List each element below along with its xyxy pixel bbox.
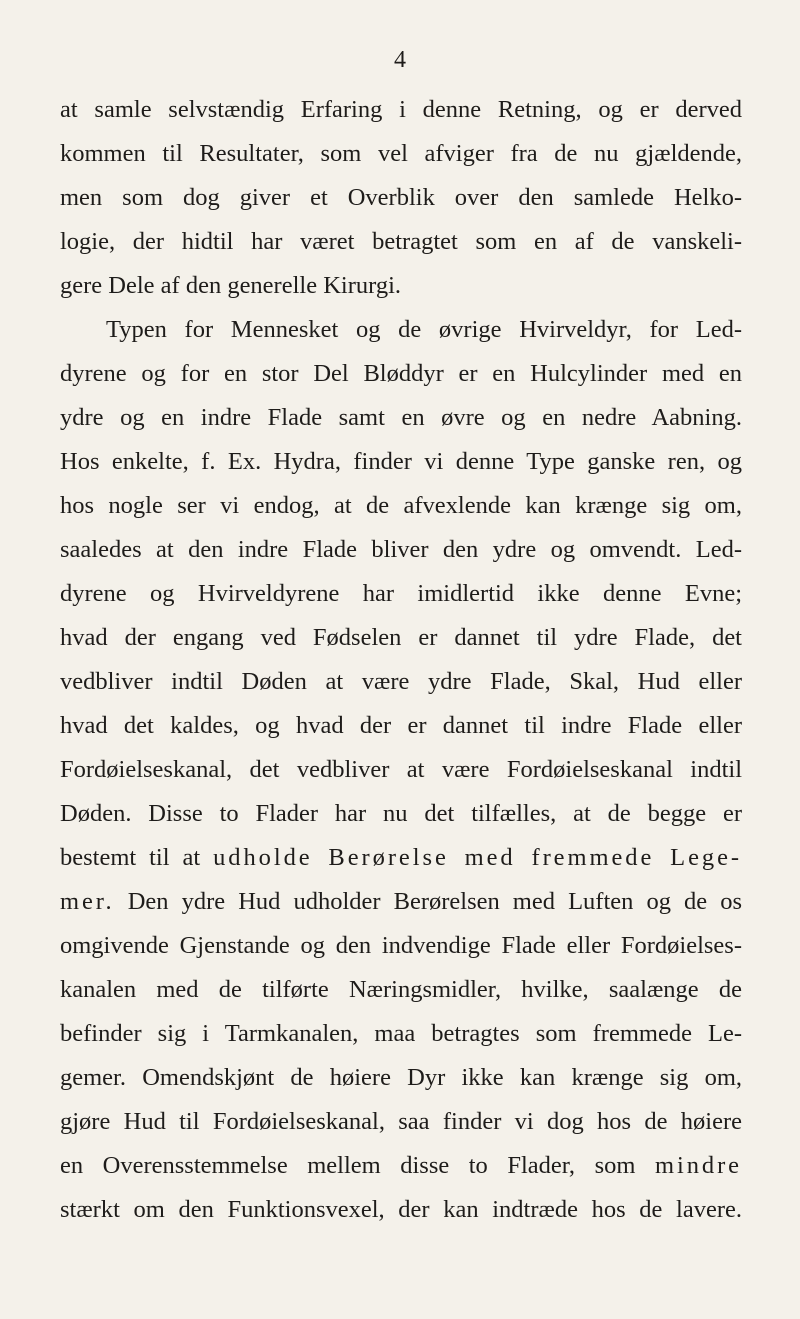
text-line: gemer. Omendskjønt de høiere Dyr ikke kan krænge sig om, [60,1064,742,1091]
text-line: omgivende Gjenstande og den indvendige Flade eller Fordøielses- [60,932,742,959]
text-line: Typen for Mennesket og de øvrige Hvirveldyr, for Led- [106,316,742,343]
text-line: hvad det kaldes, og hvad der er dannet til indre Flade eller [60,712,742,739]
page-number: 4 [394,47,406,73]
spaced-text: udholde Berørelse med fremmede Lege- [213,844,742,871]
text-line: logie, der hidtil har været betragtet som en af de vanskeli- [60,228,742,255]
text-line: kanalen med de tilførte Næringsmidler, hvilke, saalænge de [60,976,742,1003]
text-line: kommen til Resultater, som vel afviger fra de nu gjældende, [60,140,742,167]
text-line: at samle selvstændig Erfaring i denne Retning, og er derved [60,96,742,123]
text-line: Fordøielseskanal, det vedbliver at være Fordøielseskanal indtil [60,756,742,783]
text-line [60,884,742,920]
text-run: en Overensstemmelse mellem disse to Flader, som [60,1152,655,1179]
text-line: saaledes at den indre Flade bliver den ydre og omvendt. Led- [60,536,742,563]
text-run: Den ydre Hud udholder Berørelsen med Luften og de os [114,888,742,915]
text-line: vedbliver indtil Døden at være ydre Flade, Skal, Hud eller [60,668,742,695]
text-line: Hos enkelte, f. Ex. Hydra, finder vi denne Type ganske ren, og [60,448,742,475]
text-line: hos nogle ser vi endog, at de afvexlende kan krænge sig om, [60,492,742,519]
text-line: dyrene og for en stor Del Bløddyr er en Hulcylinder med en [60,360,742,387]
text-run: bestemt til at [60,844,214,871]
text-line: stærkt om den Funktionsvexel, der kan indtræde hos de lavere. [60,1196,742,1223]
text-line: hvad der engang ved Fødselen er dannet til ydre Flade, det [60,624,742,651]
text-line: Døden. Disse to Flader har nu det tilfælles, at de begge er [60,800,742,827]
text-line [60,1148,742,1184]
text-line: ydre og en indre Flade samt en øvre og en nedre Aabning. [60,404,742,431]
text-line: men som dog giver et Overblik over den samlede Helko- [60,184,742,211]
text-line: befinder sig i Tarmkanalen, maa betragtes som fremmede Le- [60,1020,742,1047]
spaced-text: mindre [654,1152,742,1179]
text-line: gere Dele af den generelle Kirurgi. [60,272,402,299]
text-line [60,840,742,876]
text-line: dyrene og Hvirveldyrene har imidlertid ikke denne Evne; [60,580,742,607]
text-line: gjøre Hud til Fordøielseskanal, saa finder vi dog hos de høiere [60,1108,742,1135]
spaced-text: mer. [60,888,115,915]
